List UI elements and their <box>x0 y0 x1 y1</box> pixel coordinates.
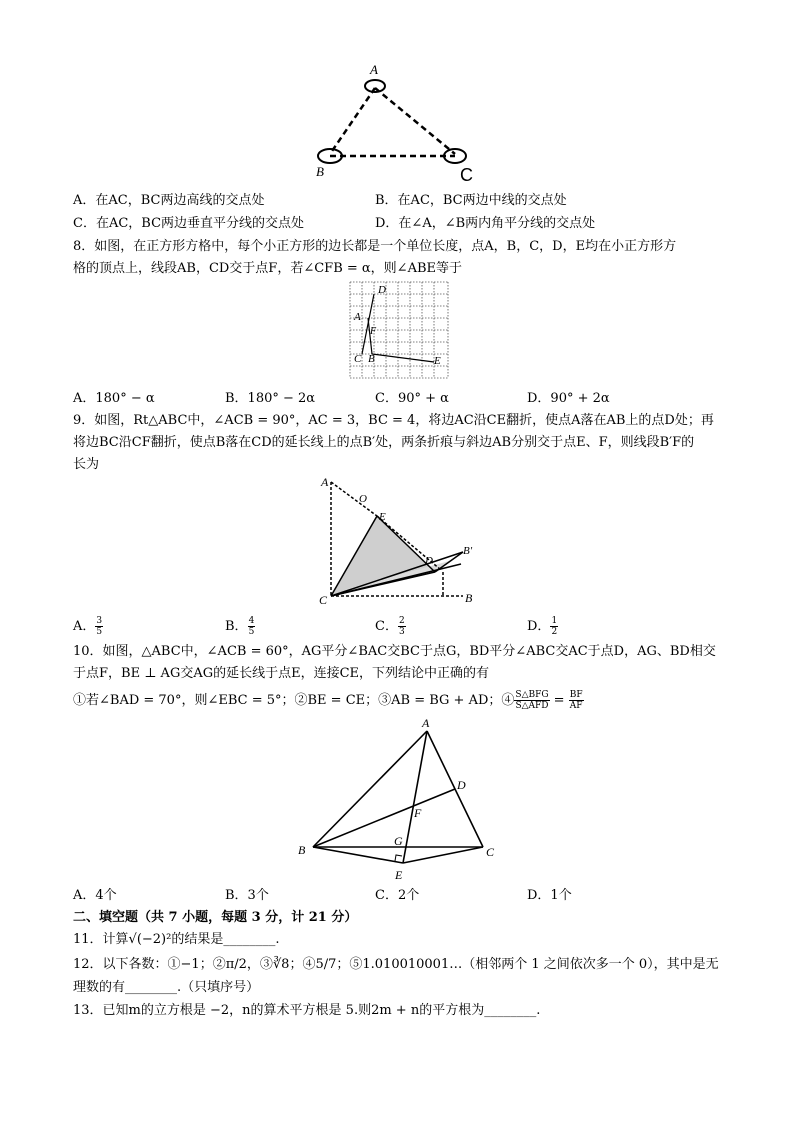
q9-option-c-num: 2 <box>398 616 405 626</box>
q10-option-d: D．1个 <box>527 888 572 903</box>
q9-option-d-num: 1 <box>551 616 558 626</box>
q8-figure <box>348 280 450 380</box>
q7-option-c: C．在AC，BC两边垂直平分线的交点处 <box>73 216 305 231</box>
q10-statements: ①若∠BAD = 70°，则∠EBC = 5°；②BE = CE；③AB = BG + AD；④ <box>73 693 515 708</box>
q9-option-b-prefix: B． <box>225 619 248 634</box>
q9-option-d-den: 2 <box>551 627 558 637</box>
q9-option-a <box>73 616 103 637</box>
section-heading-fill-in: 二、填空题（共 7 小题，每题 3 分，计 21 分） <box>73 910 358 925</box>
q7-label-b: B <box>316 164 324 179</box>
q7-figure <box>300 56 500 186</box>
q9-stem-line1: 9．如图，Rt△ABC中，∠ACB = 90°，AC = 3，BC = 4，将边AC沿CE翻折，使点A落在AB上的点D处；再 <box>73 413 714 428</box>
q10-label-g: G <box>394 834 403 848</box>
q9-stem-line2: 将边BC沿CF翻折，使点B落在CD的延长线上的点B′处，两条折痕与斜边AB分别交于点E、F，则线段B′F的 <box>73 435 695 450</box>
q10-stem-line2: 于点F，BE ⊥ AG交AG的延长线于点E，连接CE，下列结论中正确的有 <box>73 666 490 681</box>
q8-label-c: C <box>354 353 362 365</box>
q9-option-c-fraction <box>398 616 406 637</box>
q9-option-a-num: 3 <box>96 616 103 626</box>
q9-option-a-prefix: A． <box>73 619 96 634</box>
q9-option-a-den: 5 <box>96 627 103 637</box>
q8-stem-line1: 8．如图，在正方形方格中，每个小正方形的边长都是一个单位长度，点A，B，C，D，E均在小正方形方 <box>73 239 677 254</box>
q13-text: 13．已知m的立方根是 −2，n的算术平方根是 5.则2m + n的平方根为________. <box>73 1003 541 1018</box>
q10-label-d: D <box>457 778 466 792</box>
q10-equals: = <box>549 693 569 708</box>
q10-stem-line3 <box>73 690 584 711</box>
q8-option-a: A．180° − α <box>73 391 155 406</box>
q10-area-num: S△BFG <box>515 690 549 700</box>
q8-label-d: D <box>378 284 386 296</box>
q10-label-e: E <box>395 868 403 882</box>
q10-stem-line1: 10．如图，△ABC中，∠ACB = 60°，AG平分∠BAC交BC于点G，BD平分∠ABC交AC于点D，AG、BD相交 <box>73 644 716 659</box>
q9-option-d-prefix: D． <box>527 619 551 634</box>
q9-label-b: B <box>465 591 473 605</box>
q7-label-c: C <box>460 165 473 185</box>
q10-ratio-fraction <box>569 690 584 711</box>
q10-area-fraction <box>514 690 549 711</box>
q9-option-c-prefix: C． <box>375 619 398 634</box>
q12-line1: 12．以下各数：①−1；②π/2，③∛8；④5/7；⑤1.010010001…（相邻两个 1 之间依次多一个 0），其中是无 <box>73 957 719 972</box>
q8-option-d: D．90° + 2α <box>527 391 610 406</box>
q9-option-a-fraction <box>95 616 103 637</box>
q9-label-c: C <box>319 593 328 606</box>
q7-option-b: B．在AC，BC两边中线的交点处 <box>375 193 567 208</box>
q9-option-d-fraction <box>550 616 558 637</box>
q11-text: 11．计算√(−2)²的结果是________. <box>73 932 280 947</box>
q8-stem-line2: 格的顶点上，线段AB，CD交于点F，若∠CFB = α，则∠ABE等于 <box>73 261 463 276</box>
q10-label-b: B <box>298 843 306 857</box>
q10-option-c: C．2个 <box>375 888 420 903</box>
q12-line2: 理数的有________.（只填序号） <box>73 980 260 995</box>
q9-option-b-num: 4 <box>248 616 255 626</box>
q9-label-d: D <box>425 555 433 567</box>
q9-label-bprime: B′ <box>463 545 473 557</box>
q10-label-c: C <box>486 845 495 859</box>
q8-label-a: A <box>354 311 361 323</box>
q10-area-den: S△AFD <box>515 701 549 711</box>
q9-option-b-fraction <box>248 616 256 637</box>
q7-option-d: D．在∠A，∠B两内角平分线的交点处 <box>375 216 596 231</box>
q9-label-o: O <box>359 493 367 505</box>
q8-label-f: F <box>370 326 377 337</box>
q9-option-c-den: 3 <box>398 627 405 637</box>
q8-option-b: B．180° − 2α <box>225 391 316 406</box>
q10-ratio-den: AF <box>569 701 583 711</box>
q10-figure <box>293 713 505 883</box>
q9-option-c <box>375 616 406 637</box>
q7-option-a: A．在AC，BC两边高线的交点处 <box>73 193 265 208</box>
q9-label-a: A <box>321 475 329 489</box>
q9-figure <box>313 472 485 606</box>
q8-label-b: B <box>368 353 375 365</box>
q10-label-a: A <box>422 716 430 730</box>
q10-ratio-num: BF <box>569 690 583 700</box>
q10-option-b: B．3个 <box>225 888 269 903</box>
q7-label-a: A <box>370 62 378 77</box>
q10-label-f: F <box>414 806 422 820</box>
q8-option-c: C．90° + α <box>375 391 449 406</box>
q9-stem-line3: 长为 <box>73 457 100 472</box>
q8-label-e: E <box>434 355 441 367</box>
q10-option-a: A．4个 <box>73 888 117 903</box>
q9-label-e: E <box>379 511 386 523</box>
q9-option-d <box>527 616 558 637</box>
q9-option-b-den: 5 <box>248 627 255 637</box>
q9-option-b <box>225 616 255 637</box>
